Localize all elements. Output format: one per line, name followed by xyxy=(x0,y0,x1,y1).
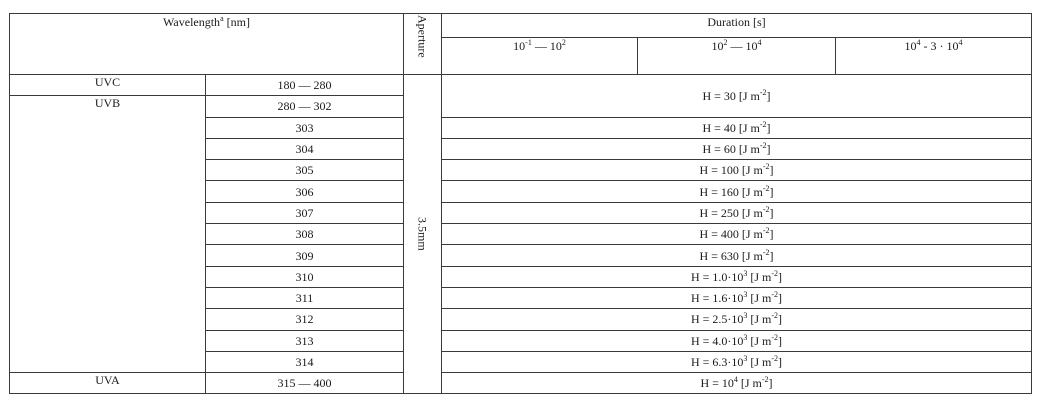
range-cell: 303 xyxy=(206,117,404,138)
range-cell: 304 xyxy=(206,138,404,159)
exposure-value: H = 100 [J $m^{-2}$] xyxy=(442,160,1032,181)
band-uva: UVA xyxy=(10,373,206,394)
range-cell: 315 — 400 xyxy=(206,373,404,394)
range-cell: 305 xyxy=(206,160,404,181)
range-cell: 314 xyxy=(206,351,404,372)
exposure-value: H = 60 [J $m^{-2}$] xyxy=(442,138,1032,159)
exposure-value: $H = 1.0\cdot 10^3$ [J $m^{-2}$] xyxy=(442,266,1032,287)
band-uvc: UVC xyxy=(10,75,206,96)
aperture-header: Aperture xyxy=(404,14,442,75)
band-uvb: UVB xyxy=(10,96,206,373)
duration-header: Duration [s] xyxy=(442,14,1032,38)
range-cell: 306 xyxy=(206,181,404,202)
exposure-value: H = 250 [J $m^{-2}$] xyxy=(442,202,1032,223)
exposure-value: $H = 6.3\cdot 10^3$ [J $m^{-2}$] xyxy=(442,351,1032,372)
wavelength-header: Wavelength$^a$ [nm] xyxy=(10,14,404,75)
exposure-value: H = 40 [J $m^{-2}$] xyxy=(442,117,1032,138)
range-cell: 312 xyxy=(206,309,404,330)
range-cell: 313 xyxy=(206,330,404,351)
exposure-value: $H = 1.6\cdot 10^3$ [J $m^{-2}$] xyxy=(442,287,1032,308)
range-cell: 307 xyxy=(206,202,404,223)
exposure-limits-table xyxy=(9,13,1032,394)
duration-col-2: $10^2$ — $10^4$ xyxy=(638,38,836,75)
exposure-value: $H = 4.0\cdot 10^3$ [J $m^{-2}$] xyxy=(442,330,1032,351)
duration-col-1: $10^{-1}$ — $10^2$ xyxy=(442,38,638,75)
exposure-value: H = 630 [J $m^{-2}$] xyxy=(442,245,1032,266)
exposure-value: $H = 2.5\cdot 10^3$ [J $m^{-2}$] xyxy=(442,309,1032,330)
exposure-value: H = 400 [J $m^{-2}$] xyxy=(442,224,1032,245)
exposure-value: H = 30 [J $m^{-2}$] xyxy=(442,75,1032,118)
range-cell: 308 xyxy=(206,224,404,245)
duration-col-3: $10^4 - 3 \cdot 10^4$ xyxy=(836,38,1032,75)
aperture-value: 3.5mm xyxy=(404,75,442,394)
range-cell: 180 — 280 xyxy=(206,75,404,96)
range-cell: 280 — 302 xyxy=(206,96,404,117)
range-cell: 309 xyxy=(206,245,404,266)
exposure-value: H = 160 [J $m^{-2}$] xyxy=(442,181,1032,202)
range-cell: 311 xyxy=(206,287,404,308)
exposure-value: $H = 10^4$ [J $m^{-2}$] xyxy=(442,373,1032,394)
range-cell: 310 xyxy=(206,266,404,287)
